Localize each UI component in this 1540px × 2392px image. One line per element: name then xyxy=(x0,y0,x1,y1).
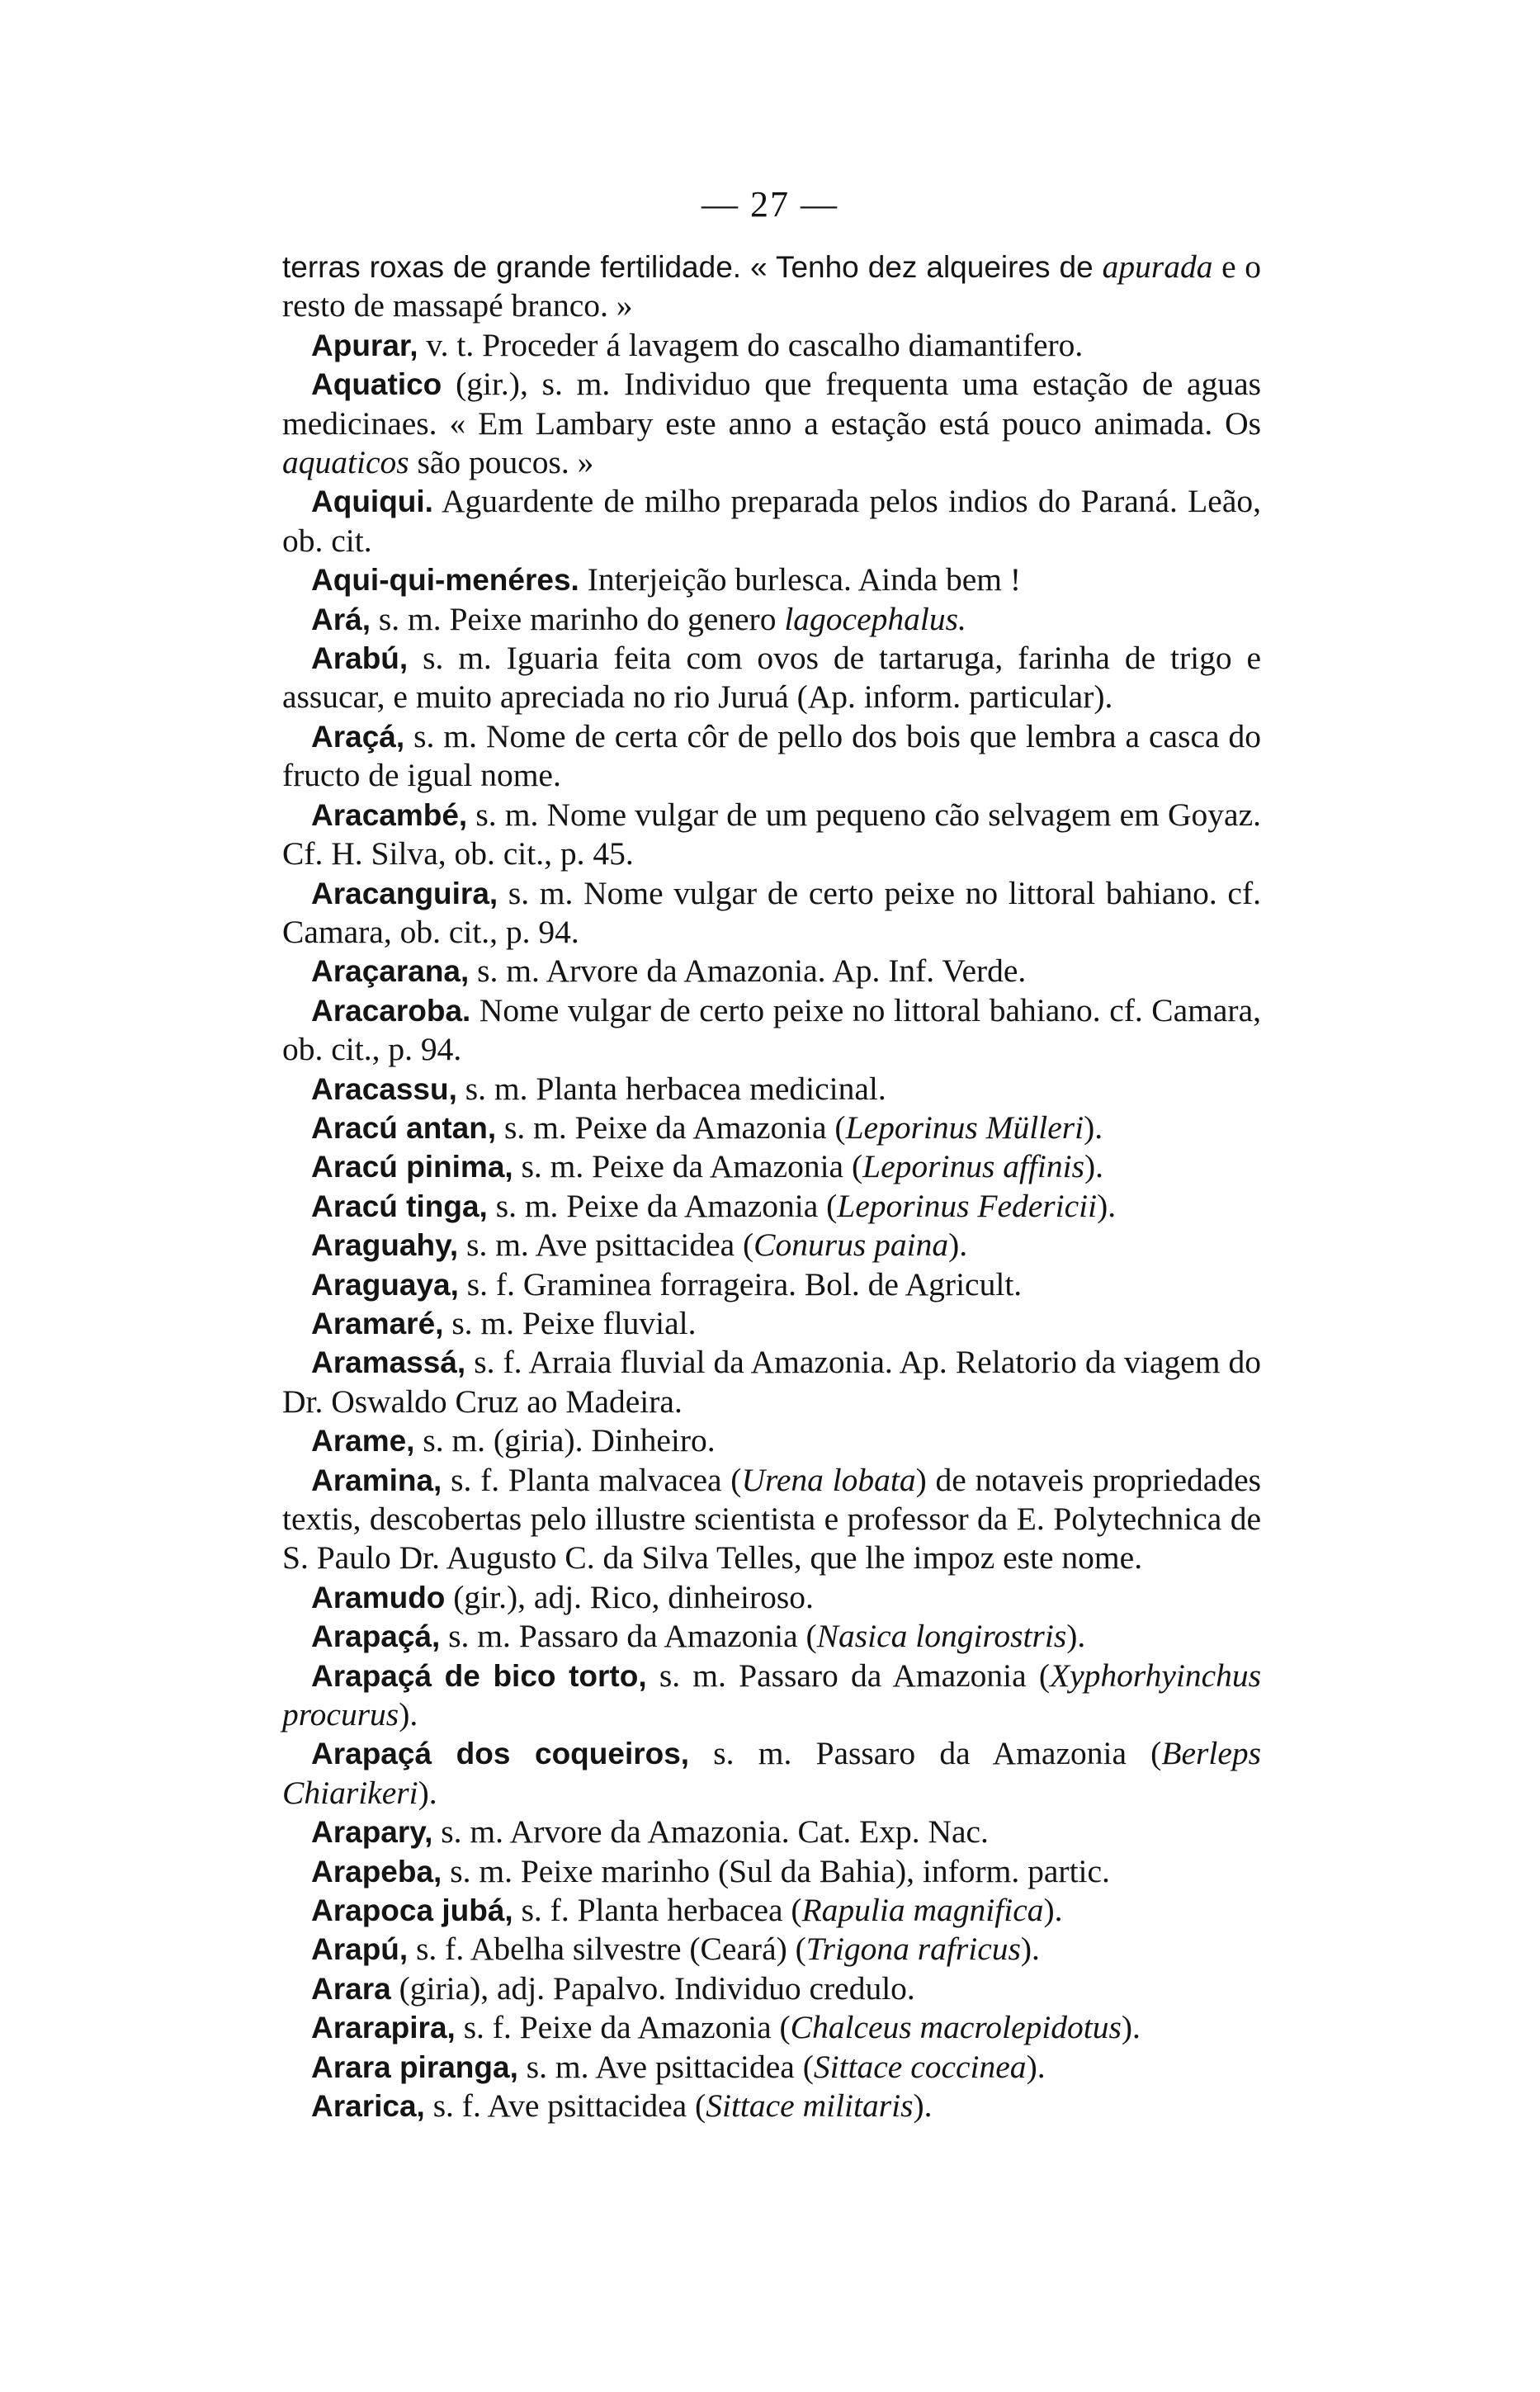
dictionary-entry xyxy=(282,1578,1261,1617)
entry-text: s. m. Peixe marinho do genero xyxy=(370,600,785,637)
dictionary-entry xyxy=(282,1930,1261,1969)
entry-text: s. m. Passaro da Amazonia ( xyxy=(440,1618,817,1655)
entry-headword: Aramina, xyxy=(311,1463,442,1497)
entry-headword: Araçá, xyxy=(311,719,405,754)
dictionary-entry xyxy=(282,1070,1261,1109)
dictionary-entry xyxy=(282,2008,1261,2047)
entry-headword: Araçarana, xyxy=(311,954,470,989)
entry-text: s. m. Peixe da Amazonia ( xyxy=(487,1187,838,1224)
entry-text: s. m. Nome vulgar de um pequeno cão selvagem em Goyaz. Cf. H. Silva, ob. cit., p. 45. xyxy=(282,796,1261,872)
scientific-name: Sittace coccinea xyxy=(813,2048,1027,2085)
dictionary-entry xyxy=(282,2048,1261,2087)
dictionary-entry xyxy=(282,717,1261,796)
entry-text: (giria), adj. Papalvo. Individuo credulo. xyxy=(390,1969,915,2007)
dictionary-entry xyxy=(282,1343,1261,1421)
scientific-name: Urena lobata xyxy=(741,1461,916,1498)
entry-continuation xyxy=(282,248,1261,326)
entry-headword: Aqui-qui-menéres. xyxy=(311,563,579,598)
entry-headword: Aracanguira, xyxy=(311,876,498,910)
entry-text: s. m. Arvore da Amazonia. Cat. Exp. Nac. xyxy=(432,1813,989,1851)
entry-headword: Aquatico xyxy=(311,367,442,402)
entry-text: s. m. Ave psittacidea ( xyxy=(517,2048,814,2085)
entry-text: ). xyxy=(948,1227,968,1264)
entry-text: e o resto de massapé branco. » xyxy=(282,248,1261,324)
entry-headword: Aracú tinga, xyxy=(311,1189,488,1223)
scientific-name: Rapulia magnifica xyxy=(801,1892,1044,1929)
dictionary-entry xyxy=(282,1109,1261,1147)
entry-text: s. m. Peixe da Amazonia ( xyxy=(513,1148,863,1185)
dictionary-entry xyxy=(282,1226,1261,1265)
entry-text: ). xyxy=(1121,2009,1141,2046)
dictionary-entry xyxy=(282,1187,1261,1226)
entry-headword: Aracaroba. xyxy=(311,993,471,1028)
entry-text: s. f. Planta malvacea ( xyxy=(442,1461,742,1498)
entry-headword: Araguaya, xyxy=(311,1267,459,1302)
dictionary-entry xyxy=(282,326,1261,365)
entry-text: s. f. Peixe da Amazonia ( xyxy=(455,2009,791,2046)
entry-headword: Arara piranga, xyxy=(311,2049,518,2084)
scientific-name: Nasica longirostris xyxy=(816,1618,1067,1655)
scientific-name: Leporinus Federicii xyxy=(837,1187,1098,1224)
entry-text: ). xyxy=(399,1696,418,1733)
entry-text: (gir.), s. m. Individuo que frequenta uma estação de aguas medicinaes. « Em Lambary este anno a estação está pouco animada. Os xyxy=(282,366,1261,442)
dictionary-entry xyxy=(282,560,1261,599)
dictionary-entry xyxy=(282,1461,1261,1578)
entry-headword: Aracambé, xyxy=(311,797,468,832)
entry-text: s. m. Nome de certa côr de pello dos bois que lembra a casca do fructo de igual nome. xyxy=(282,717,1261,794)
entry-text: s. m. (giria). Dinheiro. xyxy=(414,1422,716,1459)
entry-headword: Aquiqui. xyxy=(311,485,433,519)
entry-text: (gir.), adj. Rico, dinheiroso. xyxy=(445,1578,814,1615)
dictionary-entry xyxy=(282,600,1261,639)
dictionary-entry xyxy=(282,639,1261,717)
entry-text: s. m. Iguaria feita com ovos de tartaruga, farinha de trigo e assucar, e muito apreciada no rio Juruá (Ap. inform. particular). xyxy=(282,640,1261,716)
entry-headword: Aracú pinima, xyxy=(311,1150,513,1184)
entry-headword: Arapaçá dos coqueiros, xyxy=(311,1737,690,1771)
entry-text: ). xyxy=(1020,1931,1040,1968)
dictionary-entry xyxy=(282,1852,1261,1891)
scientific-name: lagocephalus. xyxy=(784,600,966,637)
dictionary-entry xyxy=(282,1969,1261,2008)
entry-text: s. m. Arvore da Amazonia. Ap. Inf. Verde. xyxy=(469,953,1027,990)
scientific-name: Trigona rafricus xyxy=(805,1931,1021,1968)
scientific-name: apurada xyxy=(1102,248,1213,285)
entry-headword: Arapeba, xyxy=(311,1854,442,1889)
scientific-name: Xyphorhyinchus procurus xyxy=(282,1657,1261,1733)
entry-text: ). xyxy=(1084,1109,1103,1146)
dictionary-entry xyxy=(282,1617,1261,1656)
entry-headword: Arapú, xyxy=(311,1932,409,1967)
entry-headword: Arapoca jubá, xyxy=(311,1893,513,1928)
entry-headword: Arara xyxy=(311,1971,391,2006)
entry-text: s. m. Passaro da Amazonia ( xyxy=(646,1657,1051,1694)
page-number: — 27 — xyxy=(702,184,838,225)
scientific-name: Sittace militaris xyxy=(706,2087,914,2125)
entry-text: v. t. Proceder á lavagem do cascalho diamantifero. xyxy=(418,326,1084,363)
scientific-name: Leporinus Mülleri xyxy=(845,1109,1084,1146)
scientific-name: aquaticos xyxy=(282,444,409,481)
dictionary-text xyxy=(282,248,1261,2126)
entry-text: s. f. Planta herbacea ( xyxy=(513,1892,802,1929)
entry-text: ). xyxy=(1084,1148,1104,1185)
entry-text: s. f. Abelha silvestre (Ceará) ( xyxy=(408,1931,806,1968)
dictionary-entry xyxy=(282,1304,1261,1343)
entry-text: terras roxas de grande fertilidade. « Tenho dez alqueires de xyxy=(282,250,1103,284)
dictionary-entry xyxy=(282,1147,1261,1186)
entry-headword: Arapaçá de bico torto, xyxy=(311,1658,647,1693)
entry-headword: Apurar, xyxy=(311,328,418,362)
dictionary-entry xyxy=(282,1734,1261,1813)
entry-text: ). xyxy=(418,1774,437,1811)
entry-headword: Ará, xyxy=(311,602,371,636)
dictionary-entry xyxy=(282,874,1261,953)
entry-text: ) de notaveis propriedades textis, descobertas pelo illustre scientista e professor da E. Polytechnica de S. Paulo Dr. Augusto C. da Silva Telles, que lhe impoz este nome. xyxy=(282,1461,1261,1577)
entry-text: Interjeição burlesca. Ainda bem ! xyxy=(579,561,1022,598)
entry-text: s. m. Passaro da Amazonia ( xyxy=(689,1735,1162,1772)
entry-text: ). xyxy=(1097,1187,1117,1224)
entry-text: ). xyxy=(1043,1892,1063,1929)
scientific-name: Leporinus affinis xyxy=(862,1148,1084,1185)
entry-text: s. m. Peixe marinho (Sul da Bahia), inform. partic. xyxy=(442,1852,1110,1889)
entry-headword: Aracassu, xyxy=(311,1071,457,1106)
entry-text: ). xyxy=(1066,1618,1086,1655)
dictionary-entry xyxy=(282,365,1261,482)
entry-text: s. m. Peixe da Amazonia ( xyxy=(496,1109,846,1146)
entry-text: s. f. Arraia fluvial da Amazonia. Ap. Relatorio da viagem do Dr. Oswaldo Cruz ao Madeira. xyxy=(282,1344,1261,1420)
entry-headword: Araguahy, xyxy=(311,1228,459,1263)
dictionary-entry xyxy=(282,482,1261,560)
entry-headword: Aramudo xyxy=(311,1580,446,1614)
entry-headword: Ararapira, xyxy=(311,2011,456,2045)
entry-headword: Ararica, xyxy=(311,2089,425,2124)
entry-text: Nome vulgar de certo peixe no littoral bahiano. cf. Camara, ob. cit., p. 94. xyxy=(282,991,1261,1068)
entry-text: s. m. Planta herbacea medicinal. xyxy=(456,1070,886,1107)
entry-text: s. m. Nome vulgar de certo peixe no littoral bahiano. cf. Camara, ob. cit., p. 94. xyxy=(282,874,1261,950)
entry-headword: Arabú, xyxy=(311,641,409,676)
entry-text: ). xyxy=(1026,2048,1046,2085)
entry-text: s. f. Ave psittacidea ( xyxy=(424,2087,706,2125)
dictionary-entry xyxy=(282,2087,1261,2125)
dictionary-entry xyxy=(282,1813,1261,1851)
entry-text: s. m. Peixe fluvial. xyxy=(443,1304,697,1341)
scientific-name: Berleps Chiarikeri xyxy=(282,1735,1261,1811)
entry-headword: Arame, xyxy=(311,1424,415,1458)
entry-text: ). xyxy=(913,2087,933,2125)
scientific-name: Conurus paina xyxy=(753,1227,949,1264)
entry-text: s. f. Graminea forrageira. Bol. de Agricult. xyxy=(458,1265,1023,1302)
dictionary-entry xyxy=(282,1657,1261,1735)
dictionary-entry xyxy=(282,991,1261,1070)
scientific-name: Chalceus macrolepidotus xyxy=(790,2009,1122,2046)
dictionary-entry xyxy=(282,952,1261,990)
dictionary-entry xyxy=(282,1891,1261,1930)
entry-text: s. m. Ave psittacidea ( xyxy=(458,1227,754,1264)
entry-headword: Aramaré, xyxy=(311,1306,444,1340)
dictionary-entry xyxy=(282,1421,1261,1460)
entry-headword: Arapary, xyxy=(311,1815,433,1850)
dictionary-entry xyxy=(282,796,1261,874)
entry-text: são poucos. » xyxy=(409,444,594,481)
entry-headword: Arapaçá, xyxy=(311,1619,441,1654)
entry-headword: Aracú antan, xyxy=(311,1110,497,1145)
entry-headword: Aramassá, xyxy=(311,1345,466,1380)
entry-text: Aguardente de milho preparada pelos indios do Paraná. Leão, ob. cit. xyxy=(282,483,1261,559)
dictionary-entry xyxy=(282,1265,1261,1304)
